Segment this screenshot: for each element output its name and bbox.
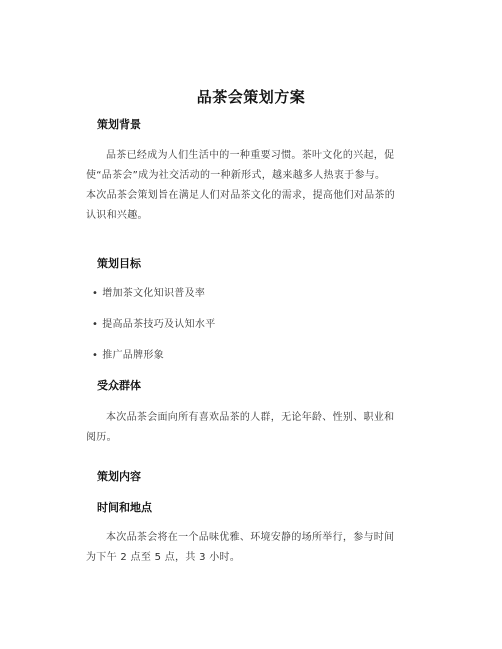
paragraph-line: 品茶已经成为人们生活中的一种重要习惯。茶叶文化的兴起，促: [106, 150, 395, 161]
section-heading-background: 策划背景: [97, 118, 141, 131]
paragraph-line: 使“品茶会”成为社交活动的一种新形式，越来越多人热衷于参与。: [86, 170, 386, 181]
bullet-icon: •: [92, 350, 99, 361]
section-heading-goals: 策划目标: [97, 257, 141, 270]
bullet-icon: •: [92, 319, 99, 330]
paragraph-line: 为下午 2 点至 5 点，共 3 小时。: [86, 552, 241, 563]
bullet-icon: •: [92, 288, 99, 299]
goal-list-item: • 增加茶文化知识普及率: [92, 288, 206, 299]
goal-list-item: • 推广品牌形象: [92, 350, 165, 361]
section-heading-content: 策划内容: [97, 470, 141, 483]
audience-paragraph: [86, 408, 426, 448]
time-place-paragraph: [86, 528, 426, 568]
paragraph-line: 本次品茶会面向所有喜欢品茶的人群，无论年龄、性别、职业和: [106, 412, 395, 423]
goal-list-item: • 提高品茶技巧及认知水平: [92, 319, 216, 330]
section-heading-audience: 受众群体: [97, 379, 141, 392]
paragraph-line: 本次品茶会将在一个品味优雅、环境安静的场所举行，参与时间: [106, 532, 395, 543]
background-paragraph: [86, 146, 426, 226]
document-title: 品茶会策划方案: [196, 88, 306, 106]
paragraph-line: 本次品茶会策划旨在满足人们对品茶文化的需求，提高他们对品茶的: [86, 190, 395, 201]
section-heading-time-place: 时间和地点: [97, 501, 152, 514]
paragraph-line: 认识和兴趣。: [86, 210, 148, 221]
paragraph-line: 阅历。: [86, 432, 117, 443]
